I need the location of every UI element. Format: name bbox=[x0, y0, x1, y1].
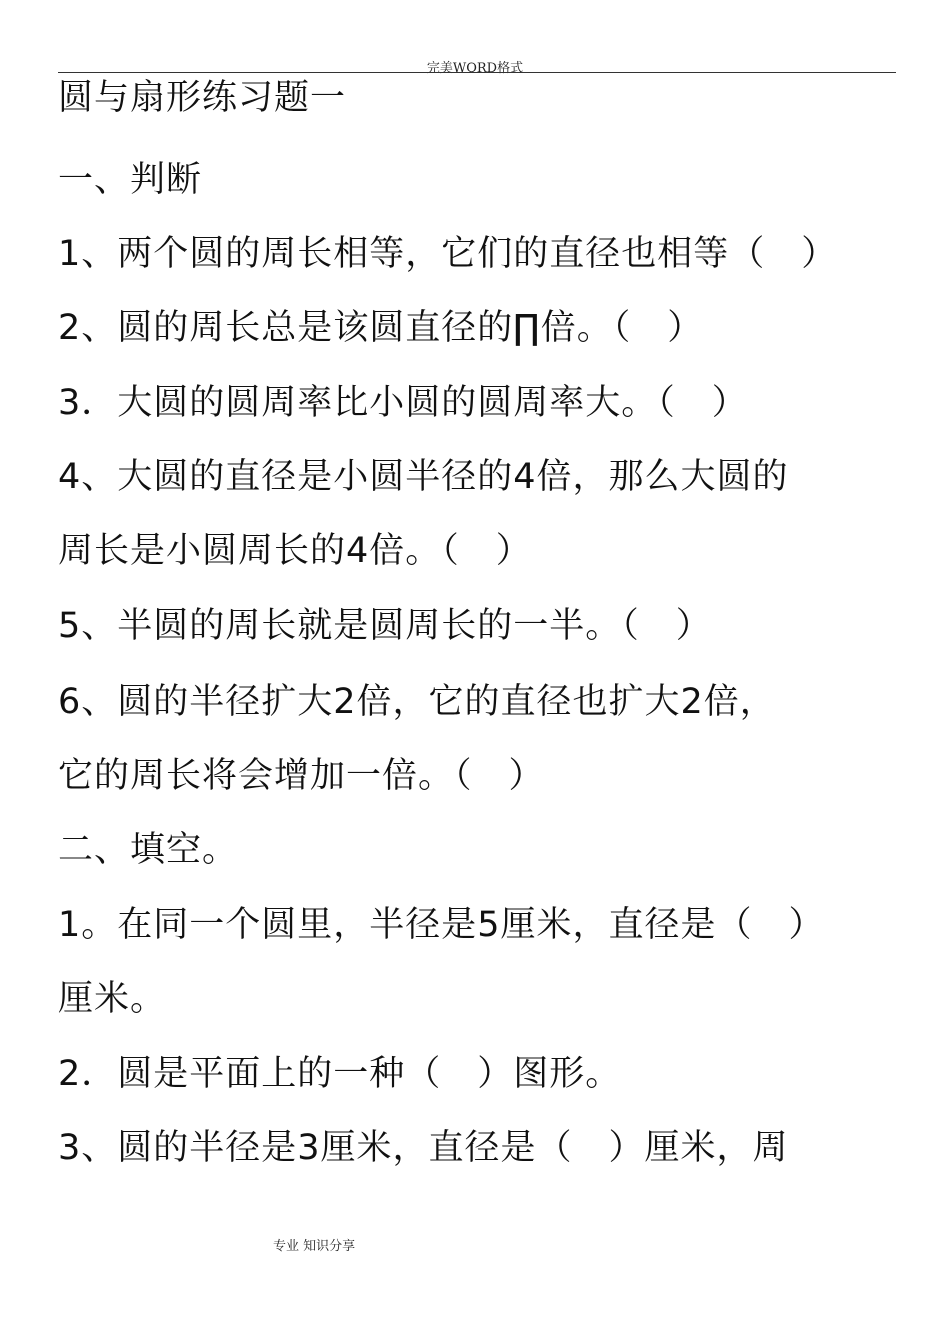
question-line: 2．圆是平面上的一种（ ）图形。 bbox=[58, 1054, 622, 1094]
question-line: 6、圆的半径扩大2倍，它的直径也扩大2倍， bbox=[58, 682, 776, 722]
question-line: 它的周长将会增加一倍。（ ） bbox=[58, 756, 545, 796]
question-line: 5、半圆的周长就是圆周长的一半。（ ） bbox=[58, 606, 712, 646]
document-title: 圆与扇形练习题一 bbox=[58, 78, 347, 118]
section-heading-judgement: 一、判断 bbox=[58, 160, 203, 200]
question-line: 2、圆的周长总是该圆直径的∏倍。（ ） bbox=[58, 308, 704, 348]
header-text: 完美WORD格式 bbox=[426, 61, 524, 76]
header-rule bbox=[58, 72, 896, 73]
question-line: 周长是小圆周长的4倍。（ ） bbox=[58, 531, 532, 571]
question-line: 4、大圆的直径是小圆半径的4倍，那么大圆的 bbox=[58, 457, 789, 497]
question-line: 厘米。 bbox=[58, 979, 167, 1019]
question-line: 3．大圆的圆周率比小圆的圆周率大。（ ） bbox=[58, 383, 748, 423]
question-line: 1、两个圆的周长相等，它们的直径也相等（ ） bbox=[58, 234, 838, 274]
question-line: 3、圆的半径是3厘米，直径是（ ）厘米，周 bbox=[58, 1128, 789, 1168]
question-line: 1。在同一个圆里，半径是5厘米，直径是（ ） bbox=[58, 905, 825, 945]
section-heading-fill-blank: 二、填空。 bbox=[58, 830, 239, 870]
page-footer: 专业 知识分享 bbox=[273, 1239, 356, 1254]
